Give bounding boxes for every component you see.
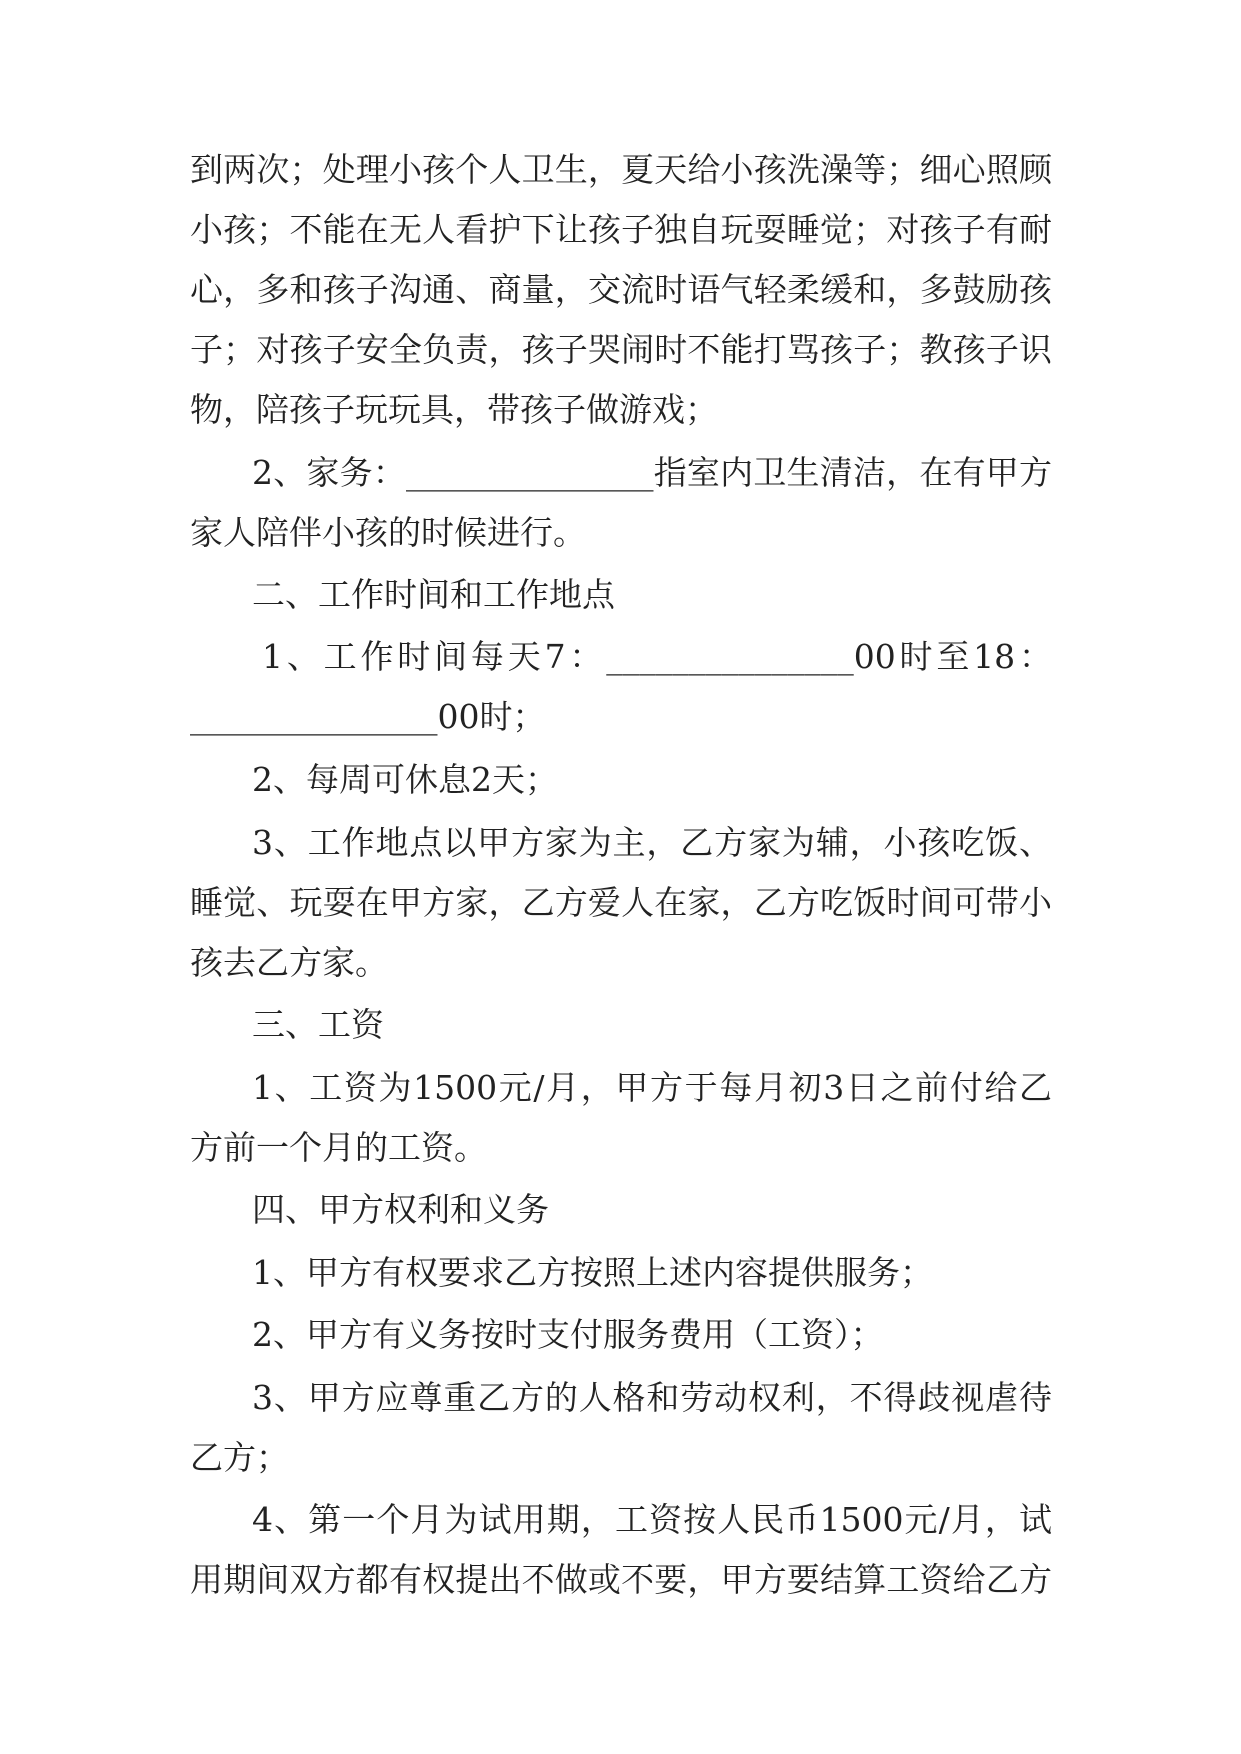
paragraph-line: 心，多和孩子沟通、商量，交流时语气轻柔缓和，多鼓励孩 (190, 270, 1052, 309)
paragraph-line: 1、工作时间每天7：_______________00时至18： (262, 637, 1052, 676)
paragraph-line: 3、甲方应尊重乙方的人格和劳动权利，不得歧视虐待 (252, 1378, 1052, 1417)
paragraph-line: 小孩；不能在无人看护下让孩子独自玩耍睡觉；对孩子有耐 (190, 210, 1052, 249)
paragraph-line: _______________00时； (190, 697, 546, 736)
paragraph-line: 1、工资为1500元/月，甲方于每月初3日之前付给乙 (252, 1068, 1052, 1107)
paragraph-line: 家人陪伴小孩的时候进行。 (190, 513, 586, 552)
paragraph-line: 睡觉、玩耍在甲方家，乙方爱人在家，乙方吃饭时间可带小 (190, 883, 1052, 922)
paragraph-line: 2、甲方有义务按时支付服务费用（工资）； (252, 1315, 884, 1354)
paragraph-line: 4、第一个月为试用期，工资按人民币1500元/月，试 (252, 1500, 1052, 1539)
section-heading: 四、甲方权利和义务 (252, 1190, 549, 1229)
section-heading: 三、工资 (252, 1005, 384, 1044)
paragraph-line: 2、家务：_______________指室内卫生清洁，在有甲方 (252, 453, 1052, 492)
paragraph-line: 3、工作地点以甲方家为主，乙方家为辅，小孩吃饭、 (252, 823, 1052, 862)
paragraph-line: 2、每周可休息2天； (252, 760, 558, 799)
paragraph-line: 1、甲方有权要求乙方按照上述内容提供服务； (252, 1253, 933, 1292)
paragraph-line: 方前一个月的工资。 (190, 1128, 487, 1167)
paragraph-line: 乙方； (190, 1438, 289, 1477)
paragraph-line: 到两次；处理小孩个人卫生，夏天给小孩洗澡等；细心照顾 (190, 150, 1052, 189)
section-heading: 二、工作时间和工作地点 (252, 575, 615, 614)
paragraph-line: 用期间双方都有权提出不做或不要，甲方要结算工资给乙方 (190, 1560, 1052, 1599)
paragraph-line: 物，陪孩子玩玩具，带孩子做游戏； (190, 390, 718, 429)
paragraph-line: 子；对孩子安全负责，孩子哭闹时不能打骂孩子；教孩子识 (190, 330, 1052, 369)
paragraph-line: 孩去乙方家。 (190, 943, 388, 982)
